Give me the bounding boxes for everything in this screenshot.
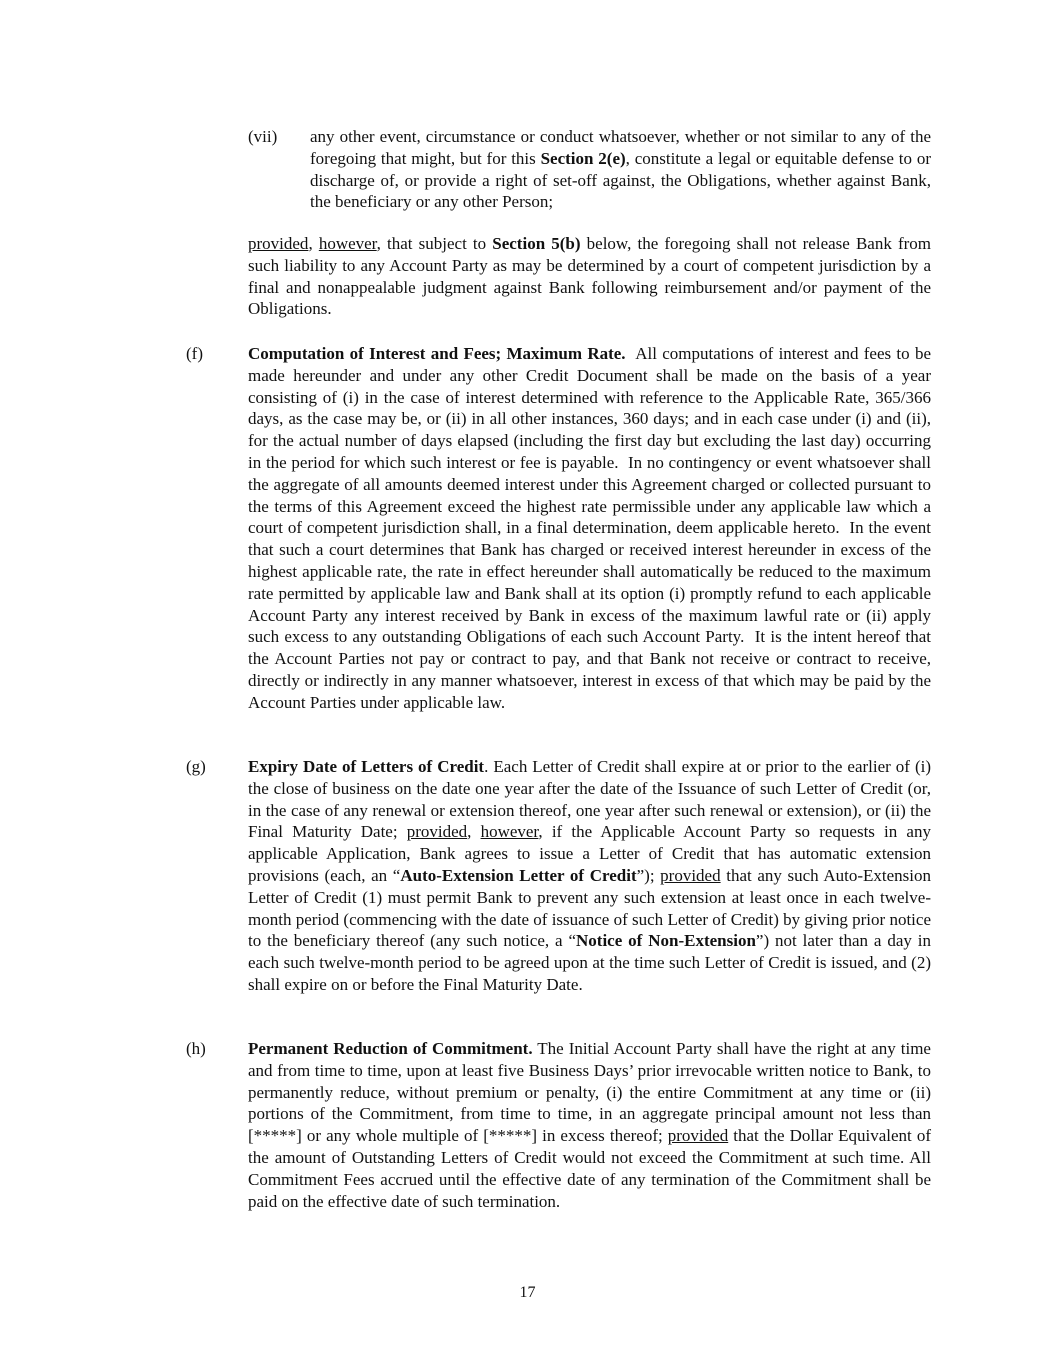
section-ref: Section 5(b): [492, 234, 581, 253]
section-f-text: Computation of Interest and Fees; Maximum Rate. All computations of interest and fees to be made hereunder and under any other Credit Document shall be made on the basis of a year consisting of (i) in the case of interest determined with reference to the Applicable Rate, 365/366 days, as the case may be, or (ii) in all other instances, 360 days; and in each case under (i) and (ii), for the actual number of days elapsed (including the first day but excluding the last day) occurring in the period for which such interest or fee is payable. In no contingency or event whatsoever shall the aggregate of all amounts deemed interest under this Agreement charged or collected pursuant to the terms of this Agreement exceed the highest rate permissible under any applicable law which a court of competent jurisdiction shall, in a final determination, deem applicable hereto. In the event that such a court determines that Bank has charged or received interest hereunder in excess of the highest applicable rate, the rate in effect hereunder shall automatically be reduced to the maximum rate permitted by applicable law and Bank shall at its option (i) promptly refund to each applicable Account Party any interest received by Bank in excess of the maximum lawful rate or (ii) apply such excess to any outstanding Obligations of each such Account Party. It is the intent hereof that the Account Parties not pay or contract to pay, and that Bank not receive or contract to receive, directly or indirectly in any manner whatsoever, interest in excess of that which may be paid by the Account Parties under applicable law.: [248, 344, 936, 712]
section-ref: Section 2(e): [540, 148, 626, 168]
section-f-label: (f): [186, 344, 203, 363]
section-g-text: Expiry Date of Letters of Credit. Each Letter of Credit shall expire at or prior to the earlier of (i) the close of business on the date one year after the date of the Issuance of such Letter of Credit (or, in the case of any renewal or extension thereof, one year after such renewal or extension), or (ii) the Final Maturity Date; provided, however, if the Applicable Account Party so requests in any applicable Application, Bank agrees to issue a Letter of Credit that has automatic extension provisions (each, an “Auto-Extension Letter of Credit”); provided that any such Auto-Extension Letter of Credit (1) must permit Bank to prevent any such extension at least once in each twelve-month period (commencing with the date of issuance of such Letter of Credit) by giving prior notice to the beneficiary thereof (any such notice, a “Notice of Non-Extension”) not later than a day in each such twelve-month period to be agreed upon at the time such Letter of Credit is issued, and (2) shall expire on or before the Final Maturity Date.: [248, 757, 932, 994]
section-g-heading: Expiry Date of Letters of Credit: [248, 757, 485, 776]
item-vii-text: any other event, circumstance or conduct whatsoever, whether or not similar to any of the foregoing that might, but for this Section 2(e), constitute a legal or equitable defense to or discharge of, or provide a right of set-off against, the Obligations, whether against Bank, the beneficiary or any other Person;: [310, 127, 931, 212]
section-h-heading: Permanent Reduction of Commitment.: [248, 1039, 533, 1058]
proviso-paragraph: provided, however, that subject to Section 5(b) below, the foregoing shall not release Bank from such liability to any Account Party as may be determined by a court of competent jurisdiction by a final and nonappealable judgment against Bank following reimbursement and/or payment of the Obligations.: [248, 234, 931, 319]
section-h-text: Permanent Reduction of Commitment. The Initial Account Party shall have the right at any time and from time to time, upon at least five Business Days’ prior irrevocable written notice to Bank, to permanently reduce, without premium or penalty, (i) the entire Commitment at any time or (ii) portions of the Commitment, from time to time, in an aggregate principal amount not less than [*****] or any whole multiple of [*****] in excess thereof; provided that the Dollar Equivalent of the amount of Outstanding Letters of Credit would not exceed the Commitment at such time. All Commitment Fees accrued until the effective date of any termination of the Commitment shall be paid on the effective date of such termination.: [248, 1039, 931, 1211]
section-f-heading: Computation of Interest and Fees; Maximum Rate.: [248, 344, 626, 363]
item-vii-label: (vii): [248, 127, 278, 146]
section-h-label: (h): [186, 1039, 206, 1058]
section-g-label: (g): [186, 757, 206, 776]
page-number: 17: [519, 1284, 536, 1301]
